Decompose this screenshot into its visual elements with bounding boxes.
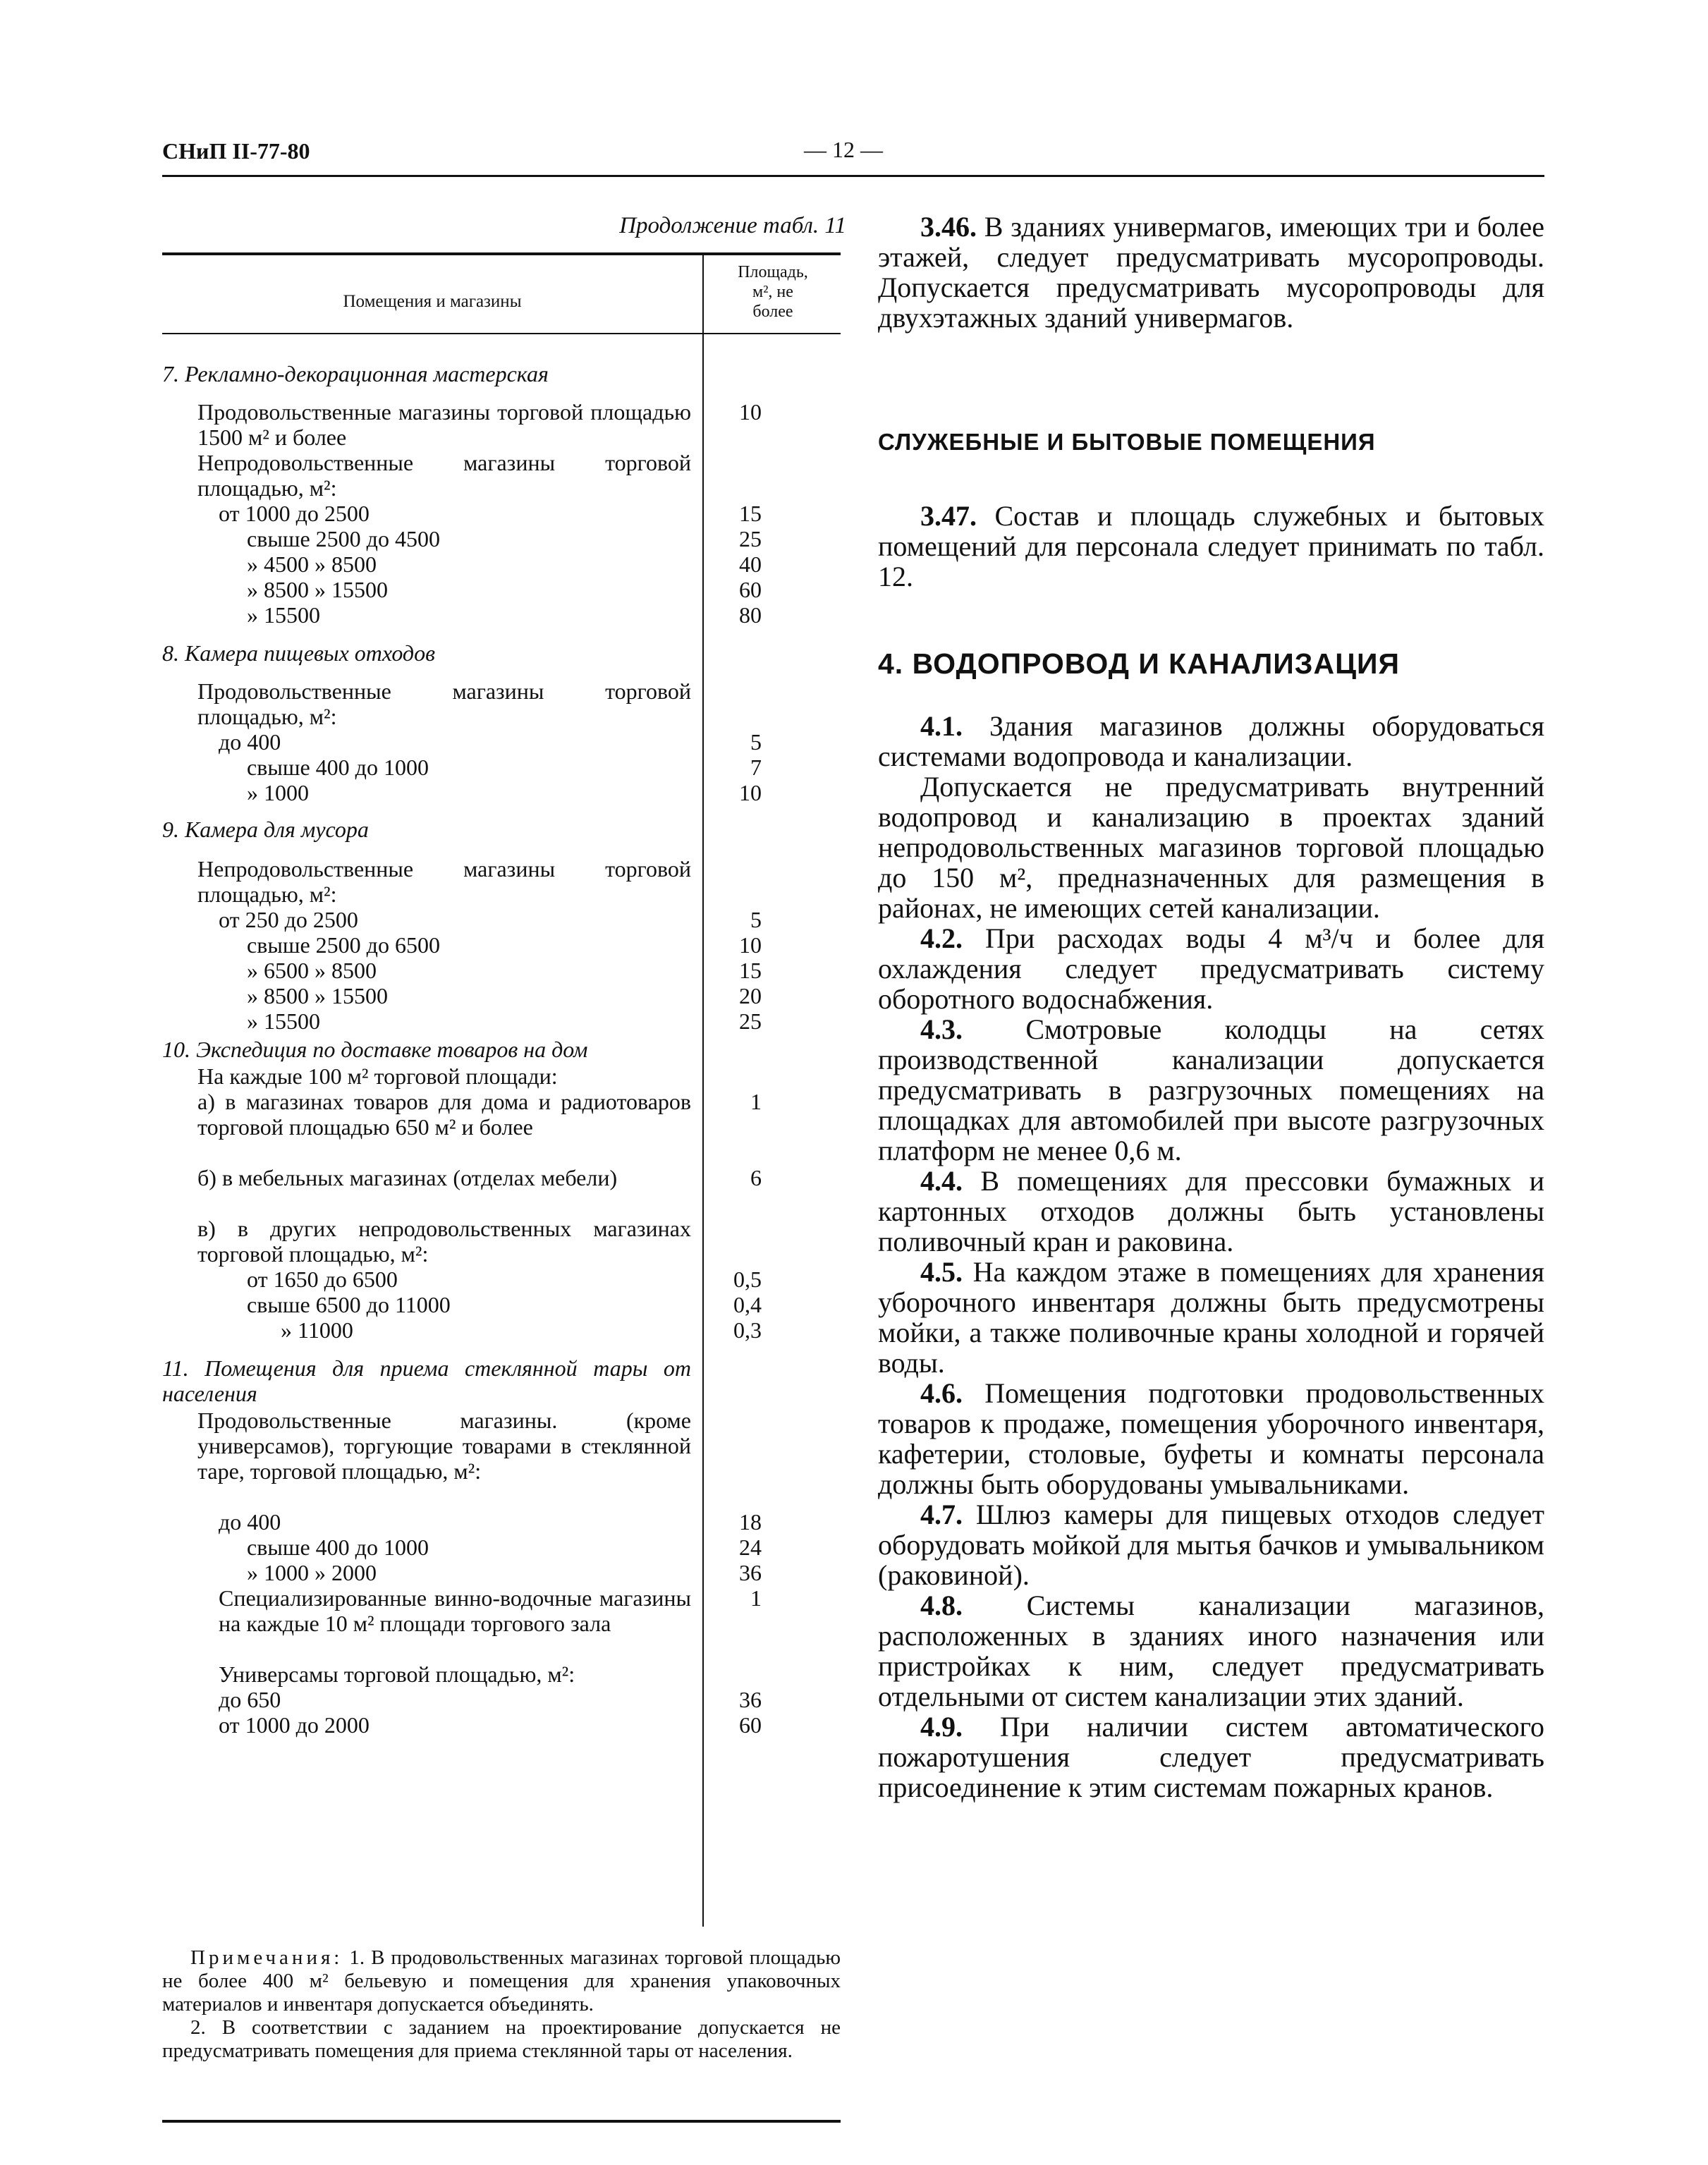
- clause-number: 4.6.: [920, 1377, 963, 1409]
- table-cell-room: » 1000 » 2000: [247, 1560, 377, 1585]
- clause-3-47: [878, 501, 1544, 592]
- clause-text: В зданиях универмагов, имеющих три и более этажей, следует предусматривать мусоропроводы. Допускается предусматривать мусоропроводы для двухэтажных зданий универмагов.: [878, 211, 1544, 334]
- table-cell-room: Специализированные винно-водочные магазины на каждые 10 м² площади торгового зала: [219, 1585, 691, 1636]
- table-cell-area: 15: [739, 958, 762, 983]
- clause-text: Помещения подготовки продовольственных товаров к продаже, помещения уборочного инвентаря, кафетерии, столовые, буфеты и комнаты персонала должны быть оборудованы умывальниками.: [878, 1377, 1544, 1500]
- table-cell-area: 10: [739, 780, 762, 805]
- table-cell-room: 9. Камера для мусора: [162, 817, 369, 842]
- clause-text: На каждом этаже в помещениях для хранения уборочного инвентаря должны быть предусмотрены мойки, а также поливочные краны холодной и горячей воды.: [878, 1256, 1545, 1379]
- note-2: 2. В соответствии с заданием на проектирование допускается не предусматривать помещения для приема стеклянной тары от населения.: [162, 2016, 841, 2062]
- clause-number: 4.1.: [920, 710, 963, 742]
- table-cell-room: до 400: [219, 729, 281, 755]
- table-cell-room: до 400: [219, 1509, 281, 1535]
- section-heading: СЛУЖЕБНЫЕ И БЫТОВЫЕ ПОМЕЩЕНИЯ: [878, 429, 1376, 455]
- chapter-4-body: [878, 711, 1544, 1803]
- table-cell-room: 7. Рекламно-декорационная мастерская: [162, 361, 549, 386]
- table-cell-room: Универсамы торговой площадью, м²:: [219, 1661, 575, 1687]
- table-cell-area: 20: [739, 983, 762, 1008]
- table-cell-room: от 1650 до 6500: [247, 1267, 398, 1292]
- table-cell-room: свыше 400 до 1000: [247, 755, 429, 780]
- table-cell-room: Продовольственные магазины торговой площадью 1500 м² и более: [197, 399, 691, 450]
- header-rule: [162, 175, 1544, 177]
- table-cell-room: 10. Экспедиция по доставке товаров на дом: [162, 1037, 588, 1062]
- clause-text: Здания магазинов должны оборудоваться системами водопровода и канализации.: [878, 710, 1544, 772]
- table-cell-room: свыше 2500 до 4500: [247, 526, 440, 551]
- table-cell-area: 25: [739, 526, 762, 551]
- clause-text: В помещениях для прессовки бумажных и картонных отходов должны быть установлены поливочный кран и раковина.: [878, 1165, 1544, 1257]
- clause-number: 3.46.: [920, 211, 977, 243]
- clause-text: Смотровые колодцы на сетях производственной канализации допускается предусматривать в разгрузочных помещениях на площадках для автомобилей при высоте разгрузочных платформ не менее 0,6 м.: [878, 1013, 1544, 1166]
- table-cell-area: 60: [739, 1712, 762, 1738]
- clause-text: При наличии систем автоматического пожаротушения следует предусматривать присоединение к этим системам пожарных кранов.: [878, 1711, 1545, 1803]
- table-cell-room: » 8500 » 15500: [247, 577, 388, 602]
- clause-4-2: [878, 923, 1544, 1014]
- table-bottom-rule: [162, 2120, 841, 2123]
- clause-4-7: [878, 1499, 1544, 1590]
- clause-number: 3.47.: [920, 500, 977, 532]
- clause-number: 4.9.: [920, 1711, 963, 1743]
- table-cell-room: » 4500 » 8500: [247, 551, 377, 577]
- table-cell-area: 25: [739, 1008, 762, 1034]
- clause-text: Системы канализации магазинов, расположенных в зданиях иного назначения или пристройках к ним, следует предусматривать отдельными от систем канализации этих зданий.: [878, 1590, 1545, 1712]
- clause-4-8: [878, 1590, 1544, 1712]
- clause-number: 4.7.: [920, 1499, 963, 1530]
- table-cell-room: 8. Камера пищевых отходов: [162, 640, 435, 666]
- clause-text: Состав и площадь служебных и бытовых помещений для персонала следует принимать по табл. 12.: [878, 500, 1544, 592]
- table-cell-room: а) в магазинах товаров для дома и радиотоваров торговой площадью 650 м² и более: [197, 1089, 691, 1140]
- table-cell-area: 10: [739, 932, 762, 958]
- table-header-area-line: Площадь,: [738, 263, 808, 281]
- table-cell-room: свыше 6500 до 11000: [247, 1292, 451, 1317]
- table-header-rule: [162, 333, 841, 334]
- clause-4-9: [878, 1712, 1544, 1803]
- table-cell-room: в) в других непродовольственных магазинах торговой площадью, м²:: [197, 1216, 691, 1267]
- clause-text: При расходах воды 4 м³/ч и более для охлаждения следует предусматривать систему оборотного водоснабжения.: [878, 922, 1545, 1015]
- table-cell-area: 7: [750, 755, 762, 780]
- document-code: СНиП II-77-80: [162, 138, 310, 164]
- table-cell-room: б) в мебельных магазинах (отделах мебели): [197, 1165, 618, 1190]
- table-cell-room: Продовольственные магазины торговой площадью, м²:: [197, 678, 691, 729]
- table-cell-area: 1: [750, 1585, 762, 1611]
- clause-4-6: [878, 1378, 1544, 1499]
- table-cell-room: свыше 400 до 1000: [247, 1535, 429, 1560]
- table-cell-room: » 6500 » 8500: [247, 958, 377, 983]
- table-cell-room: 11. Помещения для приема стеклянной тары от населения: [162, 1355, 691, 1406]
- clause-number: 4.5.: [920, 1256, 963, 1288]
- notes-label: Примечания:: [190, 1946, 343, 1969]
- table-cell-room: Непродовольственные магазины торговой площадью, м²:: [197, 450, 691, 501]
- table-header-area-line: м², не: [752, 283, 793, 301]
- table-cell-room: » 1000: [247, 780, 309, 805]
- table-cell-area: 0,5: [733, 1267, 762, 1292]
- table-cell-area: 15: [739, 501, 762, 526]
- table-cell-area: 5: [750, 907, 762, 932]
- table-cell-area: 1: [750, 1089, 762, 1114]
- table-cell-area: 0,4: [733, 1292, 762, 1317]
- table-cell-area: 60: [739, 577, 762, 602]
- table-cell-room: » 11000: [281, 1317, 353, 1343]
- table-cell-room: » 15500: [247, 602, 320, 628]
- table-cell-room: Непродовольственные магазины торговой площадью, м²:: [197, 856, 691, 907]
- chapter-heading: 4. ВОДОПРОВОД И КАНАЛИЗАЦИЯ: [878, 647, 1400, 680]
- clause-number: 4.8.: [920, 1590, 963, 1621]
- table-cell-room: от 250 до 2500: [219, 907, 358, 932]
- clause-4-3: [878, 1014, 1544, 1166]
- table-notes: [162, 1946, 841, 2063]
- table-cell-area: 6: [750, 1165, 762, 1190]
- table-cell-area: 80: [739, 602, 762, 628]
- table-cell-area: 10: [739, 399, 762, 425]
- table-cell-room: » 15500: [247, 1008, 320, 1034]
- text-column: [878, 211, 1545, 1803]
- table-cell-room: от 1000 до 2500: [219, 501, 370, 526]
- table-cell-room: Продовольственные магазины. (кроме универсамов), торгующие товарами в стеклянной таре, торговой площадью, м²:: [197, 1408, 691, 1484]
- table-cell-room: » 8500 » 15500: [247, 983, 388, 1008]
- table-header-area-line: более: [752, 303, 793, 321]
- table-top-rule: [162, 252, 841, 255]
- table-cell-room: На каждые 100 м² торговой площади:: [197, 1063, 558, 1089]
- note-1: [162, 1946, 841, 2016]
- table-cell-area: 18: [739, 1509, 762, 1535]
- clause-3-46: [878, 212, 1544, 333]
- note-1-text: 1. В продовольственных магазинах торговой площадью не более 400 м² бельевую и помещения для хранения упаковочных материалов и инвентаря допускается объединять.: [162, 1946, 841, 2015]
- table-cell-area: 24: [739, 1535, 762, 1560]
- table-cell-area: 36: [739, 1687, 762, 1712]
- clause-4-5: [878, 1257, 1544, 1378]
- table-cell-room: до 650: [219, 1687, 281, 1712]
- table-cell-area: 0,3: [733, 1317, 762, 1343]
- table-column-divider: [702, 255, 704, 1927]
- table-cell-room: от 1000 до 2000: [219, 1712, 370, 1738]
- table-cell-area: 5: [750, 729, 762, 755]
- table-header-area: [705, 262, 841, 322]
- clause-4-4: [878, 1166, 1544, 1257]
- clause-4-1: [878, 711, 1544, 772]
- clause-4-1-continued: Допускается не предусматривать внутренний водопровод и канализацию в проектах зданий непродовольственных магазинов торговой площадью до 150 м², предназначенных для размещения в районах, не имеющих сетей канализации.: [878, 771, 1544, 924]
- clause-number: 4.3.: [920, 1013, 963, 1045]
- table-header-rooms: Помещения и магазины: [343, 292, 522, 311]
- table-continued-caption: Продолжение табл. 11: [619, 213, 846, 238]
- table-cell-room: свыше 2500 до 6500: [247, 932, 440, 958]
- clause-text: Шлюз камеры для пищевых отходов следует оборудовать мойкой для мытья бачков и умывальником (раковиной).: [878, 1499, 1545, 1591]
- table-cell-area: 36: [739, 1560, 762, 1585]
- clause-number: 4.2.: [920, 922, 963, 954]
- table-cell-area: 40: [739, 551, 762, 577]
- clause-number: 4.4.: [920, 1165, 963, 1197]
- page-number: — 12 —: [804, 137, 883, 162]
